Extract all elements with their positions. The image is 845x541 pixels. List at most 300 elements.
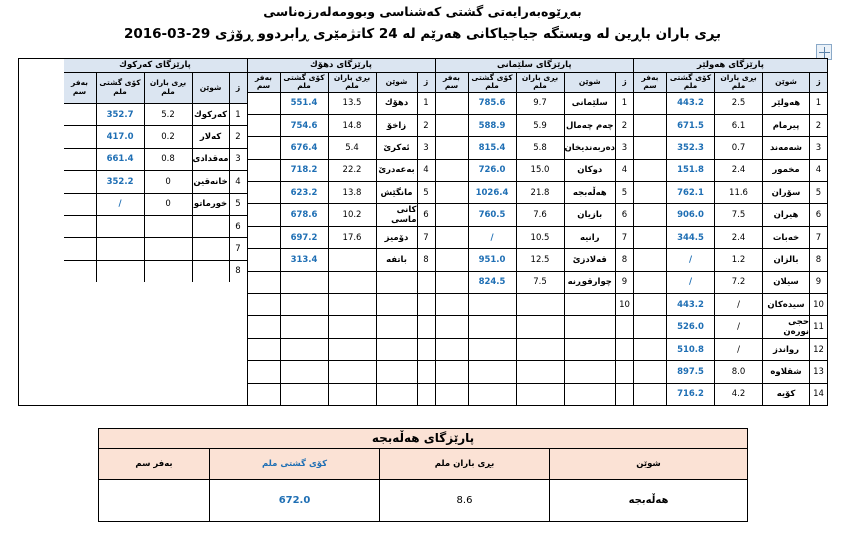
table-row xyxy=(634,115,827,137)
cell-snow xyxy=(248,316,280,337)
cell-no: 4 xyxy=(809,160,827,181)
cell-rain: 0.2 xyxy=(144,126,192,147)
cell-rain: 0.7 xyxy=(714,137,762,158)
cell-place: کانی ماسی xyxy=(376,204,417,225)
cell-no: 1 xyxy=(809,93,827,114)
cell-place: سیلان xyxy=(762,272,809,293)
cell-place: هیران xyxy=(762,204,809,225)
cell-snow xyxy=(634,361,666,382)
cell-snow xyxy=(248,137,280,158)
cell-snow xyxy=(634,115,666,136)
cell-rain: 9.7 xyxy=(516,93,564,114)
table-row xyxy=(248,204,435,226)
cell-rain: 10.5 xyxy=(516,227,564,248)
table-row xyxy=(436,294,634,316)
cell-place: چوارقوڕنە xyxy=(564,272,616,293)
report-title-line2: بڕی باران باڕین لە ویستگە جیاجیاکانی هەرێم لە 24 کاتژمێری ڕابردوو ڕۆژی 29-03-2016 xyxy=(123,26,722,42)
governorate-block-sulaymaniyah xyxy=(435,59,634,405)
cell-snow xyxy=(64,126,96,147)
cell-place xyxy=(564,361,616,382)
table-row xyxy=(634,249,827,271)
column-header-row-duhok xyxy=(248,73,435,93)
cell-total: 526.0 xyxy=(666,316,714,337)
governorate-block-erbil xyxy=(633,59,827,405)
col-snow: بەفر سم xyxy=(71,78,88,96)
table-row xyxy=(634,361,827,383)
table-row xyxy=(634,137,827,159)
cell-total: 623.2 xyxy=(280,182,328,203)
cell-no: 6 xyxy=(615,204,633,225)
cell-no: 4 xyxy=(417,160,435,181)
cell-no xyxy=(417,361,435,382)
cell-place xyxy=(376,294,417,315)
governorate-title-erbil: پارێزگای هەولێر xyxy=(634,59,827,73)
cell-rain: 6.1 xyxy=(714,115,762,136)
col-place: شوێن xyxy=(762,73,809,92)
col-no: ژ xyxy=(615,73,633,92)
cell-snow xyxy=(634,272,666,293)
table-row xyxy=(248,227,435,249)
cell-total xyxy=(468,339,516,360)
cell-no: 3 xyxy=(229,149,247,170)
cell-snow xyxy=(64,261,96,282)
cell-total: 815.4 xyxy=(468,137,516,158)
cell-total: 443.2 xyxy=(666,294,714,315)
table-row xyxy=(436,115,634,137)
cell-place: رانیە xyxy=(564,227,616,248)
table-row xyxy=(436,361,634,383)
cell-no xyxy=(615,361,633,382)
cell-no xyxy=(417,294,435,315)
cell-snow xyxy=(64,171,96,192)
cell-snow xyxy=(436,160,468,181)
cell-rain xyxy=(144,216,192,237)
cell-place: کۆیە xyxy=(762,384,809,405)
cell-total xyxy=(468,361,516,382)
cell-no: 7 xyxy=(417,227,435,248)
cell-no: 2 xyxy=(809,115,827,136)
cell-snow xyxy=(436,384,468,405)
cell-total: 151.8 xyxy=(666,160,714,181)
cell-snow xyxy=(64,149,96,170)
cell-total: 443.2 xyxy=(666,93,714,114)
table-row xyxy=(248,115,435,137)
column-header-row-kirkuk xyxy=(64,73,247,104)
cell-no xyxy=(417,272,435,293)
cell-no xyxy=(417,339,435,360)
cell-place: هەڵەبجە xyxy=(564,182,616,203)
governorate-title-duhok: پارێزگای دهۆك xyxy=(248,59,435,73)
cell-total: 344.5 xyxy=(666,227,714,248)
cell-no: 8 xyxy=(417,249,435,270)
cell-total xyxy=(96,216,144,237)
cell-total: / xyxy=(666,249,714,270)
cell-rain: 12.5 xyxy=(516,249,564,270)
cell-place: سۆران xyxy=(762,182,809,203)
cell-snow xyxy=(436,227,468,248)
cell-rain xyxy=(328,316,376,337)
cell-snow xyxy=(64,104,96,125)
cell-total xyxy=(280,339,328,360)
cell-place: زاخۆ xyxy=(376,115,417,136)
col-rain: بڕی باران ملم xyxy=(328,73,376,92)
table-row xyxy=(436,316,634,338)
table-row xyxy=(436,182,634,204)
cell-rain: 7.2 xyxy=(714,272,762,293)
cell-total: 676.4 xyxy=(280,137,328,158)
cell-rain: 13.8 xyxy=(328,182,376,203)
cell-rain: 2.5 xyxy=(714,93,762,114)
cell-total: 1026.4 xyxy=(468,182,516,203)
cell-rain xyxy=(328,249,376,270)
cell-total: 726.0 xyxy=(468,160,516,181)
cell-total: / xyxy=(96,194,144,215)
cell-total: 760.5 xyxy=(468,204,516,225)
cell-snow xyxy=(436,294,468,315)
cell-place: بازیان xyxy=(564,204,616,225)
cell-place: شقلاوە xyxy=(762,361,809,382)
cell-rain: 10.2 xyxy=(328,204,376,225)
table-row xyxy=(248,160,435,182)
cell-snow xyxy=(248,93,280,114)
cell-snow xyxy=(248,160,280,181)
cell-snow xyxy=(436,137,468,158)
table-row xyxy=(436,137,634,159)
cell-no: 14 xyxy=(809,384,827,405)
cell-snow xyxy=(634,227,666,248)
cell-rain: 5.9 xyxy=(516,115,564,136)
cell-rain: 7.5 xyxy=(516,272,564,293)
cell-snow xyxy=(248,249,280,270)
cell-total: 352.2 xyxy=(96,171,144,192)
cell-snow xyxy=(634,294,666,315)
cell-snow xyxy=(634,182,666,203)
cell-rain: 7.5 xyxy=(714,204,762,225)
cell-no: 2 xyxy=(229,126,247,147)
cell-no: 10 xyxy=(809,294,827,315)
cell-snow xyxy=(436,316,468,337)
cell-snow xyxy=(248,294,280,315)
governorate-title-sulaymaniyah: پارێزگای سلێمانی xyxy=(436,59,634,73)
col-no: ژ xyxy=(809,73,827,92)
cell-place: کەرکوك xyxy=(192,104,229,125)
cell-place xyxy=(376,361,417,382)
rows-duhok xyxy=(248,93,435,405)
cell-no: 5 xyxy=(417,182,435,203)
cell-total xyxy=(468,316,516,337)
cell-place: مانگێش xyxy=(376,182,417,203)
cell-rain xyxy=(328,361,376,382)
cell-total: 588.9 xyxy=(468,115,516,136)
governorate-title-kirkuk: پارێزگای کەرکوك xyxy=(64,59,247,73)
table-row xyxy=(64,126,247,148)
cell-snow xyxy=(634,160,666,181)
cell-snow xyxy=(248,227,280,248)
cell-rain: / xyxy=(714,339,762,360)
cell-no: 2 xyxy=(417,115,435,136)
cell-snow xyxy=(634,204,666,225)
report-title-line1: بەڕێوەبەرایەتی گشتی کەشناسی وبوومەلەرزەناسی xyxy=(263,4,582,19)
cell-snow xyxy=(248,115,280,136)
cell-total: 352.7 xyxy=(96,104,144,125)
cell-place: شەمەند xyxy=(762,137,809,158)
cell-rain xyxy=(516,384,564,405)
cell-total xyxy=(280,294,328,315)
col-place: شوێن xyxy=(549,449,747,479)
cell-place: مەقدادی xyxy=(192,149,229,170)
cell-rain xyxy=(328,384,376,405)
cell-no: 3 xyxy=(809,137,827,158)
cell-no: 7 xyxy=(809,227,827,248)
col-rain: بڕی باران ملم xyxy=(144,73,192,103)
table-row xyxy=(64,216,247,238)
cell-no xyxy=(417,316,435,337)
cell-total xyxy=(468,294,516,315)
cell-total xyxy=(280,384,328,405)
table-row xyxy=(64,194,247,216)
cell-no: 5 xyxy=(615,182,633,203)
cell-total: 897.5 xyxy=(666,361,714,382)
col-rain: بڕی باران ملم xyxy=(516,73,564,92)
table-row xyxy=(248,249,435,271)
cell-total: 785.6 xyxy=(468,93,516,114)
col-snow: بەفر سم xyxy=(443,72,460,91)
table-row xyxy=(64,238,247,260)
table-row xyxy=(634,272,827,294)
table-row xyxy=(248,182,435,204)
table-row xyxy=(436,160,634,182)
col-total: کۆی گشتی ملم xyxy=(666,73,714,92)
cell-total: 762.1 xyxy=(666,182,714,203)
table-row xyxy=(248,272,435,294)
cell-rain xyxy=(144,238,192,259)
cell-snow xyxy=(248,204,280,225)
cell-place: بەعەدرێ xyxy=(376,160,417,181)
cell-place: کەلار xyxy=(192,126,229,147)
cell-total xyxy=(468,384,516,405)
cell-total: 661.4 xyxy=(96,149,144,170)
cell-rain: 11.6 xyxy=(714,182,762,203)
table-row xyxy=(634,339,827,361)
cell-place xyxy=(376,339,417,360)
table-row xyxy=(248,384,435,405)
cell-no xyxy=(615,384,633,405)
cell-snow xyxy=(634,339,666,360)
cell-snow xyxy=(634,249,666,270)
cell-place: سلێمانی xyxy=(564,93,616,114)
table-row xyxy=(436,339,634,361)
cell-snow xyxy=(436,182,468,203)
cell-snow xyxy=(436,361,468,382)
col-place: شوێن xyxy=(192,73,229,103)
cell-rain: 8.6 xyxy=(379,480,549,521)
cell-place xyxy=(192,216,229,237)
cell-no: 6 xyxy=(809,204,827,225)
table-row xyxy=(248,93,435,115)
cell-place: خانەقین xyxy=(192,171,229,192)
table-row xyxy=(634,204,827,226)
cell-rain: 5.2 xyxy=(144,104,192,125)
cell-total: 697.2 xyxy=(280,227,328,248)
cell-rain: 0 xyxy=(144,194,192,215)
cell-place xyxy=(376,272,417,293)
cell-total: 716.2 xyxy=(666,384,714,405)
table-row xyxy=(248,361,435,383)
cell-no: 6 xyxy=(417,204,435,225)
cell-no: 6 xyxy=(229,216,247,237)
cell-place: باتفە xyxy=(376,249,417,270)
cell-total: 352.3 xyxy=(666,137,714,158)
cell-snow xyxy=(248,272,280,293)
cell-rain: 22.2 xyxy=(328,160,376,181)
cell-place: حجی نورەن xyxy=(762,316,809,337)
cell-total: 951.0 xyxy=(468,249,516,270)
cell-total xyxy=(96,238,144,259)
cell-place: خەبات xyxy=(762,227,809,248)
cell-total: / xyxy=(468,227,516,248)
cell-snow xyxy=(634,316,666,337)
col-rain: بڕی باران ملم xyxy=(714,73,762,92)
table-row xyxy=(64,104,247,126)
cell-snow xyxy=(248,384,280,405)
cell-place xyxy=(376,316,417,337)
halabja-table-title: پارێزگای هەڵەبجە xyxy=(99,429,747,449)
table-row xyxy=(634,294,827,316)
table-row xyxy=(436,249,634,271)
table-row xyxy=(99,480,747,521)
cell-total: 313.4 xyxy=(280,249,328,270)
cell-snow xyxy=(436,115,468,136)
col-place: شوێن xyxy=(376,73,417,92)
cell-no: 4 xyxy=(229,171,247,192)
halabja-header-row xyxy=(99,449,747,480)
cell-place: رواندز xyxy=(762,339,809,360)
cell-rain: 5.4 xyxy=(328,137,376,158)
cell-no: 1 xyxy=(417,93,435,114)
cell-place xyxy=(564,384,616,405)
cell-snow xyxy=(99,480,209,521)
cell-place xyxy=(192,238,229,259)
cell-total: 678.6 xyxy=(280,204,328,225)
table-row xyxy=(64,171,247,193)
col-total: کۆی گشتی ملم xyxy=(280,73,328,92)
cell-place: دۆمیز xyxy=(376,227,417,248)
col-total: کۆی گشتی ملم xyxy=(209,449,379,479)
cell-place xyxy=(192,261,229,282)
cell-snow xyxy=(436,249,468,270)
cell-place xyxy=(564,294,616,315)
cell-no xyxy=(615,316,633,337)
table-row xyxy=(436,204,634,226)
cell-total: 551.4 xyxy=(280,93,328,114)
col-snow: بەفر سم xyxy=(135,458,173,469)
table-row xyxy=(634,182,827,204)
table-row xyxy=(248,137,435,159)
cell-snow xyxy=(64,216,96,237)
column-header-row-sulaymaniyah xyxy=(436,73,634,93)
col-rain: بڕی باران ملم xyxy=(379,449,549,479)
cell-rain: 4.2 xyxy=(714,384,762,405)
cell-total: 906.0 xyxy=(666,204,714,225)
cell-total: 754.6 xyxy=(280,115,328,136)
table-row xyxy=(64,261,247,282)
cell-place: خورماتو xyxy=(192,194,229,215)
governorate-block-duhok xyxy=(247,59,435,405)
cell-place xyxy=(376,384,417,405)
column-header-row-erbil xyxy=(634,73,827,93)
cell-no: 7 xyxy=(615,227,633,248)
cell-no xyxy=(615,339,633,360)
cell-place xyxy=(564,339,616,360)
table-row xyxy=(436,272,634,294)
cell-snow xyxy=(436,93,468,114)
col-no: ژ xyxy=(417,73,435,92)
table-row xyxy=(248,294,435,316)
cell-rain xyxy=(516,294,564,315)
cell-snow xyxy=(64,238,96,259)
table-row xyxy=(436,227,634,249)
table-row xyxy=(248,339,435,361)
table-row xyxy=(436,93,634,115)
governorate-block-kirkuk xyxy=(64,59,247,405)
cell-no: 2 xyxy=(615,115,633,136)
cell-no: 8 xyxy=(229,261,247,282)
cell-snow xyxy=(634,137,666,158)
cell-rain xyxy=(144,261,192,282)
cell-no: 5 xyxy=(809,182,827,203)
cell-rain: 14.8 xyxy=(328,115,376,136)
cell-rain: 13.5 xyxy=(328,93,376,114)
cell-snow xyxy=(64,194,96,215)
col-place: شوێن xyxy=(564,73,616,92)
table-row xyxy=(634,316,827,338)
cell-place: هەولێر xyxy=(762,93,809,114)
cell-rain: 7.6 xyxy=(516,204,564,225)
cell-no: 5 xyxy=(229,194,247,215)
cell-place xyxy=(564,316,616,337)
rows-sulaymaniyah xyxy=(436,93,634,405)
cell-place: چەم چەمال xyxy=(564,115,616,136)
cell-total xyxy=(280,361,328,382)
cell-place: دەربەندیخان xyxy=(564,137,616,158)
cell-no: 13 xyxy=(809,361,827,382)
cell-total: 671.5 xyxy=(666,115,714,136)
table-row xyxy=(436,384,634,405)
cell-rain xyxy=(516,339,564,360)
cell-snow xyxy=(248,182,280,203)
cell-no: 4 xyxy=(615,160,633,181)
col-total: کۆی گشتی ملم xyxy=(468,73,516,92)
cell-rain: 2.4 xyxy=(714,227,762,248)
cell-place: قەلادزێ xyxy=(564,249,616,270)
cell-rain: / xyxy=(714,316,762,337)
table-row xyxy=(634,93,827,115)
col-no: ژ xyxy=(229,73,247,103)
cell-rain: 0.8 xyxy=(144,149,192,170)
cell-total: 510.8 xyxy=(666,339,714,360)
cell-rain: 15.0 xyxy=(516,160,564,181)
cell-no: 1 xyxy=(615,93,633,114)
cell-no: 8 xyxy=(809,249,827,270)
cell-total: 417.0 xyxy=(96,126,144,147)
cell-place: دهۆك xyxy=(376,93,417,114)
rainfall-main-table xyxy=(18,58,828,406)
cell-no xyxy=(417,384,435,405)
table-row xyxy=(634,384,827,405)
cell-no: 9 xyxy=(615,272,633,293)
cell-total: / xyxy=(666,272,714,293)
table-row xyxy=(64,149,247,171)
